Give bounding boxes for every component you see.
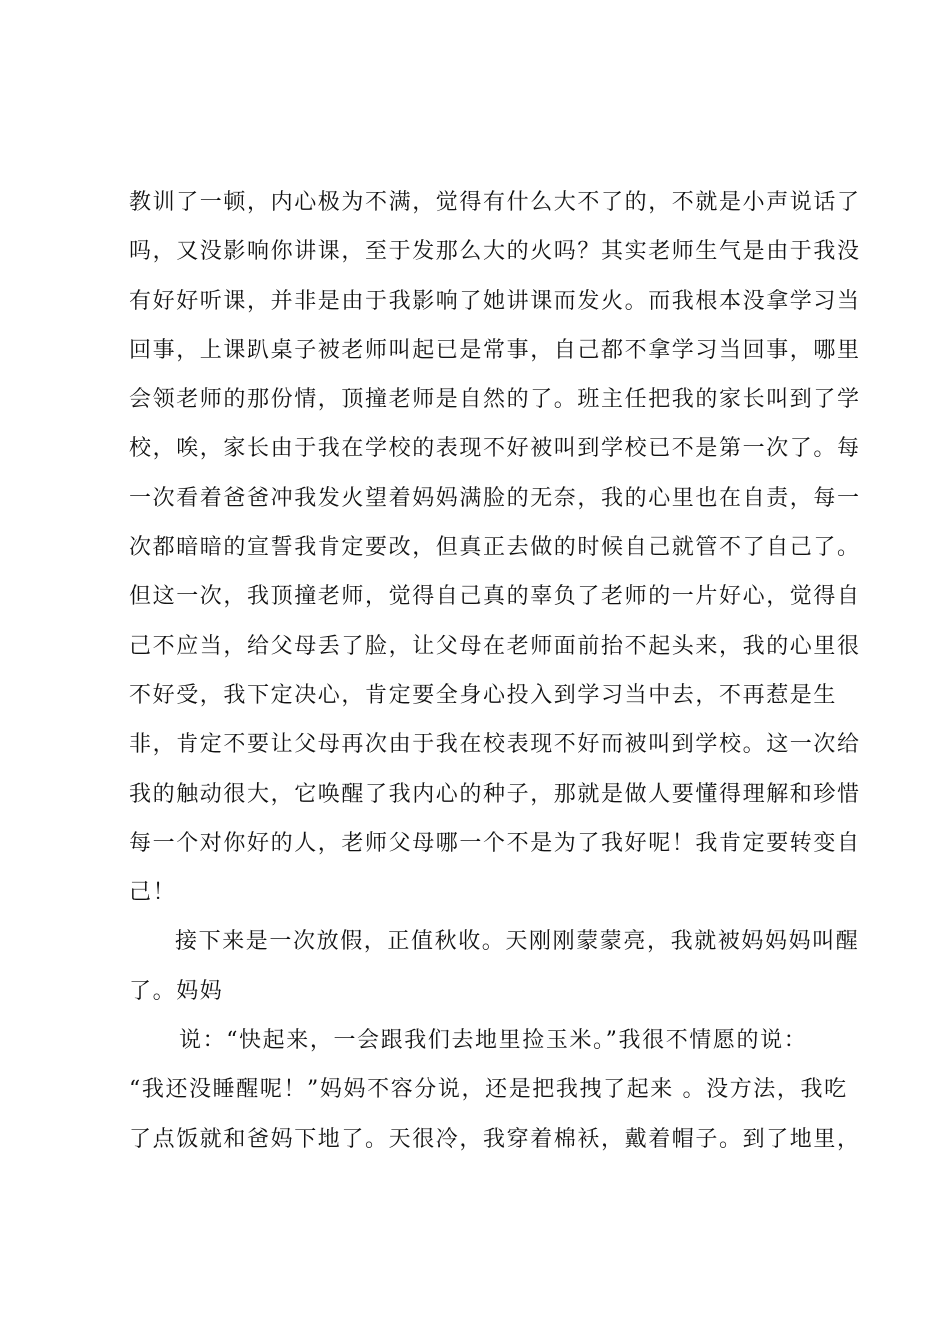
text-line: “我还没睡醒呢！”妈妈不容分说，还是把我拽了起来 。没方法，我吃 [129,1077,848,1103]
text-line: 非，肯定不要让父母再次由于我在校表现不好而被叫到学校。这一次给 [129,732,861,758]
text-line: 吗，又没影响你讲课，至于发那么大的火吗？其实老师生气是由于我没 [129,239,861,265]
body-text [129,178,861,1164]
text-line: 次都暗暗的宣誓我肯定要改，但真正去做的时候自己就管不了自己了。 [129,535,861,561]
text-line: 回事，上课趴桌子被老师叫起已是常事，自己都不拿学习当回事，哪里 [129,337,861,363]
text-line: 己！ [129,880,177,906]
text-line: 会领老师的那份情，顶撞老师是自然的了。班主任把我的家长叫到了学 [129,387,861,413]
text-line: 有好好听课，并非是由于我影响了她讲课而发火。而我根本没拿学习当 [129,288,861,314]
text-line: 每一个对你好的人，老师父母哪一个不是为了我好呢！我肯定要转变自 [129,830,861,856]
text-line: 己不应当，给父母丢了脸，让父母在老师面前抬不起头来，我的心里很 [129,633,861,659]
paragraph-start-line: 说：“快起来，一会跟我们去地里捡玉米。”我很不情愿的说： [179,1028,808,1054]
text-line: 不好受，我下定决心，肯定要全身心投入到学习当中去，不再惹是生 [129,682,838,708]
paragraph-start-line: 接下来是一次放假，正值秋收。天刚刚蒙蒙亮，我就被妈妈妈叫醒 [175,929,860,955]
text-line: 了。妈妈 [129,978,224,1004]
text-line: 一次看着爸爸冲我发火望着妈妈满脸的无奈，我的心里也在自责，每一 [129,485,861,511]
text-line: 教训了一顿，内心极为不满，觉得有什么大不了的，不就是小声说话了 [129,190,861,215]
text-line: 校，唉，家长由于我在学校的表现不好被叫到学校已不是第一次了。每 [129,436,861,462]
text-line: 了点饭就和爸妈下地了。天很冷，我穿着棉袄，戴着帽子。到了地里， [129,1126,861,1152]
text-line: 我的触动很大，它唤醒了我内心的种子，那就是做人要懂得理解和珍惜 [129,781,861,807]
text-line: 但这一次，我顶撞老师，觉得自己真的辜负了老师的一片好心，觉得自 [129,584,861,610]
